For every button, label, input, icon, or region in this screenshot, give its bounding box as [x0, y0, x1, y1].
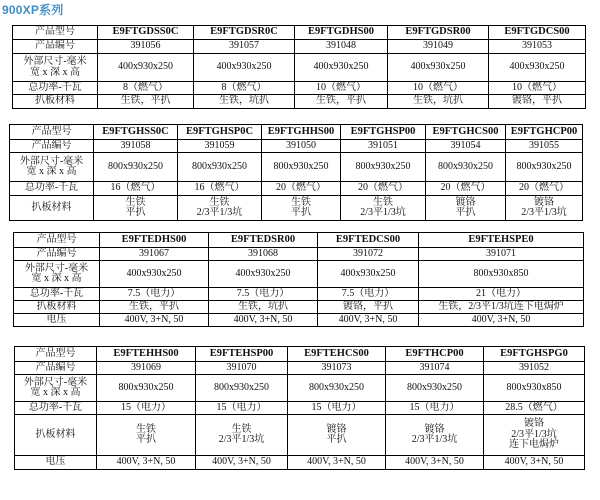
row-plate	[13, 95, 586, 109]
label-dims	[10, 153, 94, 182]
cell-dims: 800x930x850	[484, 375, 585, 402]
plate-line: 2/3平1/3坑	[521, 207, 567, 218]
row-model	[13, 26, 586, 40]
cell-plate: 生铁，坑扒	[194, 95, 295, 109]
label-power: 总功率-千瓦	[13, 82, 98, 95]
cell-model: E9FTGDSR00	[388, 26, 489, 40]
cell-model: E9FTGHSP00	[341, 125, 426, 140]
plate-line: 镀铬	[534, 196, 554, 208]
label-dims-line: 外部尺寸-毫米	[19, 155, 84, 167]
cell-code: 391067	[100, 248, 209, 261]
row-model	[10, 125, 583, 140]
cell-power: 15（电力）	[196, 402, 288, 415]
cell-voltage: 400V, 3+N, 50	[100, 314, 209, 327]
label-voltage: 电压	[14, 314, 100, 327]
plate-line: 平扒	[136, 434, 156, 445]
cell-model: E9FTGHHS00	[262, 125, 341, 140]
row-voltage	[15, 456, 585, 470]
label-model: 产品型号	[13, 26, 98, 40]
cell-plate: 生铁，2/3平1/3坑连下电焗炉	[419, 301, 584, 314]
cell-model: E9FTGHCS00	[426, 125, 506, 140]
cell-code: 391058	[94, 140, 178, 153]
cell-code: 391049	[388, 40, 489, 54]
cell-dims: 800x930x250	[341, 153, 426, 182]
cell-model: E9FTHCP00	[386, 347, 484, 362]
cell-plate	[484, 415, 585, 456]
cell-code: 391074	[386, 362, 484, 375]
cell-power: 28.5（燃气）	[484, 402, 585, 415]
row-power	[14, 288, 584, 301]
label-plate: 扒板材料	[10, 196, 94, 221]
cell-power: 7.5（电力）	[318, 288, 419, 301]
cell-code: 391070	[196, 362, 288, 375]
plate-line: 生铁	[136, 423, 156, 435]
cell-code: 391054	[426, 140, 506, 153]
cell-plate: 生铁，平扒	[98, 95, 194, 109]
cell-code: 391052	[484, 362, 585, 375]
cell-power: 20（燃气）	[262, 182, 341, 196]
plate-line: 2/3平1/3坑	[511, 428, 557, 440]
label-power: 总功率-千瓦	[10, 182, 94, 196]
plate-line: 2/3平1/3坑	[218, 434, 265, 445]
cell-voltage: 400V, 3+N, 50	[419, 314, 584, 327]
cell-power: 15（电力）	[288, 402, 386, 415]
cell-dims: 800x930x250	[386, 375, 484, 402]
label-plate: 扒板材料	[14, 301, 100, 314]
plate-line: 生铁	[125, 196, 146, 208]
cell-power: 20（燃气）	[341, 182, 426, 196]
cell-code: 391068	[209, 248, 318, 261]
cell-code: 391071	[419, 248, 584, 261]
cell-power: 16（燃气）	[178, 182, 262, 196]
cell-code: 391055	[506, 140, 583, 153]
cell-dims: 800x930x250	[506, 153, 583, 182]
cell-code: 391069	[97, 362, 196, 375]
label-dims-line: 外部尺寸-毫米	[24, 262, 89, 274]
cell-code: 391073	[288, 362, 386, 375]
row-code	[15, 362, 585, 375]
row-plate	[15, 415, 585, 456]
cell-plate: 生铁，平扒	[295, 95, 388, 109]
cell-plate: 生铁，坑扒	[209, 301, 318, 314]
label-code: 产品编号	[14, 248, 100, 261]
cell-model: E9FTGDCS00	[489, 26, 586, 40]
cell-power: 15（电力）	[97, 402, 196, 415]
plate-line: 镀铬	[524, 418, 544, 430]
label-dims-line: 外部尺寸-毫米	[23, 376, 88, 388]
cell-plate	[94, 196, 178, 221]
cell-plate	[341, 196, 426, 221]
cell-dims: 800x930x250	[426, 153, 506, 182]
cell-voltage: 400V, 3+N, 50	[386, 456, 484, 470]
plate-line: 2/3平1/3坑	[196, 207, 243, 218]
label-code: 产品编号	[13, 40, 98, 54]
cell-dims: 800x930x250	[178, 153, 262, 182]
cell-power: 10（燃气）	[295, 82, 388, 95]
cell-voltage: 400V, 3+N, 50	[209, 314, 318, 327]
cell-voltage: 400V, 3+N, 50	[97, 456, 196, 470]
row-dims	[15, 375, 585, 402]
cell-power: 10（燃气）	[489, 82, 586, 95]
plate-line: 2/3平1/3坑	[360, 207, 406, 218]
plate-line: 生铁	[209, 196, 230, 208]
cell-dims: 400x930x250	[489, 54, 586, 82]
cell-plate	[386, 415, 484, 456]
cell-dims: 800x930x250	[262, 153, 341, 182]
cell-plate	[262, 196, 341, 221]
cell-dims: 400x930x250	[295, 54, 388, 82]
label-power: 总功率-千瓦	[14, 288, 100, 301]
label-dims-line: 宽 x 深 x 高	[26, 166, 77, 177]
cell-power: 16（燃气）	[94, 182, 178, 196]
cell-plate	[97, 415, 196, 456]
cell-model: E9FTEHHS00	[97, 347, 196, 362]
cell-model: E9FTGHSP0C	[178, 125, 262, 140]
label-model: 产品型号	[10, 125, 94, 140]
label-plate: 扒板材料	[13, 95, 98, 109]
cell-model: E9FTEHSP00	[196, 347, 288, 362]
cell-code: 391072	[318, 248, 419, 261]
row-code	[14, 248, 584, 261]
label-voltage: 电压	[15, 456, 97, 470]
plate-line: 生铁	[231, 423, 252, 435]
label-dims-line: 外部尺寸-毫米	[23, 56, 87, 67]
cell-model: E9FTGHSS0C	[94, 125, 178, 140]
cell-dims: 400x930x250	[318, 261, 419, 288]
cell-dims: 400x930x250	[388, 54, 489, 82]
cell-dims: 800x930x250	[196, 375, 288, 402]
plate-line: 镀铬	[326, 423, 347, 435]
label-power: 总功率-千瓦	[15, 402, 97, 415]
plate-line: 生铁	[373, 196, 393, 208]
label-model: 产品型号	[14, 233, 100, 248]
cell-dims: 800x930x850	[419, 261, 584, 288]
cell-plate: 生铁，平扒	[100, 301, 209, 314]
cell-model: E9FTEDSR00	[209, 233, 318, 248]
row-power	[10, 182, 583, 196]
cell-power: 8（燃气）	[98, 82, 194, 95]
cell-model: E9FTGHSPG0	[484, 347, 585, 362]
cell-plate	[288, 415, 386, 456]
cell-power: 7.5（电力）	[100, 288, 209, 301]
cell-power: 8（燃气）	[194, 82, 295, 95]
plate-line: 连下电焗炉	[509, 439, 559, 451]
cell-power: 15（电力）	[386, 402, 484, 415]
label-dims-line: 宽 x 深 x 高	[30, 66, 80, 78]
row-power	[13, 82, 586, 95]
plate-line: 平扒	[326, 434, 347, 445]
cell-code: 391056	[98, 40, 194, 54]
plate-line: 生铁	[291, 196, 311, 208]
cell-code: 391059	[178, 140, 262, 153]
label-dims	[14, 261, 100, 288]
label-model: 产品型号	[15, 347, 97, 362]
cell-plate	[426, 196, 506, 221]
cell-voltage: 400V, 3+N, 50	[196, 456, 288, 470]
spec-table-gas-double	[9, 124, 583, 221]
series-title: 900XP系列	[2, 3, 64, 17]
cell-power: 20（燃气）	[426, 182, 506, 196]
cell-dims: 800x930x250	[288, 375, 386, 402]
cell-code: 391057	[194, 40, 295, 54]
cell-power: 20（燃气）	[506, 182, 583, 196]
cell-plate	[178, 196, 262, 221]
label-dims	[13, 54, 98, 82]
plate-line: 平扒	[455, 207, 476, 218]
cell-model: E9FTEDCS00	[318, 233, 419, 248]
label-code: 产品编号	[10, 140, 94, 153]
cell-code: 391051	[341, 140, 426, 153]
cell-dims: 800x930x250	[94, 153, 178, 182]
plate-line: 平扒	[291, 207, 311, 218]
cell-plate	[506, 196, 583, 221]
plate-line: 镀铬	[455, 196, 476, 208]
spec-table-gas-single	[12, 25, 586, 109]
row-voltage	[14, 314, 584, 327]
row-code	[13, 40, 586, 54]
cell-dims: 800x930x250	[97, 375, 196, 402]
cell-model: E9FTGDSS0C	[98, 26, 194, 40]
label-dims	[15, 375, 97, 402]
cell-dims: 400x930x250	[194, 54, 295, 82]
label-dims-line: 宽 x 深 x 高	[31, 273, 82, 284]
cell-voltage: 400V, 3+N, 50	[318, 314, 419, 327]
row-plate	[10, 196, 583, 221]
cell-dims: 400x930x250	[98, 54, 194, 82]
cell-plate: 镀铬，平扒	[489, 95, 586, 109]
row-plate	[14, 301, 584, 314]
label-dims-line: 宽 x 深 x 高	[30, 387, 81, 398]
plate-line: 镀铬	[424, 423, 445, 435]
row-dims	[10, 153, 583, 182]
cell-model: E9FTEHCS00	[288, 347, 386, 362]
cell-plate	[196, 415, 288, 456]
label-plate: 扒板材料	[15, 415, 97, 456]
cell-voltage: 400V, 3+N, 50	[484, 456, 585, 470]
plate-line: 平扒	[125, 207, 146, 218]
cell-plate: 镀铬，平扒	[318, 301, 419, 314]
row-model	[15, 347, 585, 362]
row-dims	[13, 54, 586, 82]
cell-model: E9FTGHCP00	[506, 125, 583, 140]
cell-dims: 400x930x250	[100, 261, 209, 288]
cell-model: E9FTEHSPE0	[419, 233, 584, 248]
cell-code: 391053	[489, 40, 586, 54]
row-power	[15, 402, 585, 415]
spec-table-electric-double	[14, 346, 585, 470]
cell-plate: 生铁，坑扒	[388, 95, 489, 109]
cell-power: 10（燃气）	[388, 82, 489, 95]
label-code: 产品编号	[15, 362, 97, 375]
cell-model: E9FTGDHS00	[295, 26, 388, 40]
plate-line: 2/3平1/3坑	[411, 434, 458, 445]
row-model	[14, 233, 584, 248]
cell-voltage: 400V, 3+N, 50	[288, 456, 386, 470]
spec-table-electric-single	[13, 232, 584, 327]
row-dims	[14, 261, 584, 288]
cell-power: 21（电力）	[419, 288, 584, 301]
cell-model: E9FTEDHS00	[100, 233, 209, 248]
cell-model: E9FTGDSR0C	[194, 26, 295, 40]
row-code	[10, 140, 583, 153]
cell-power: 7.5（电力）	[209, 288, 318, 301]
cell-code: 391048	[295, 40, 388, 54]
cell-code: 391050	[262, 140, 341, 153]
cell-dims: 400x930x250	[209, 261, 318, 288]
